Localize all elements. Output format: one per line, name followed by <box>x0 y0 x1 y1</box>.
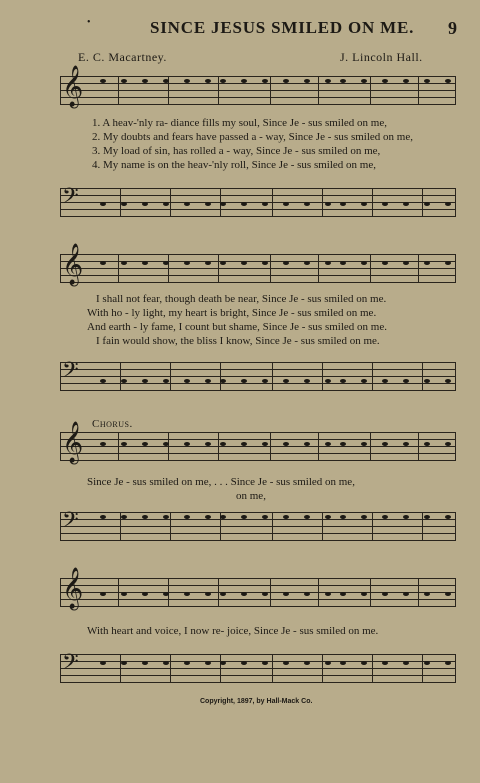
note-head <box>163 379 169 383</box>
note-head <box>220 661 226 665</box>
bar-line <box>418 254 419 283</box>
note-head <box>262 261 268 265</box>
bar-line <box>455 188 456 217</box>
note-head <box>142 202 148 206</box>
note-head <box>184 592 190 596</box>
note-head <box>304 379 310 383</box>
bar-line <box>220 362 221 391</box>
bar-line <box>418 76 419 105</box>
bar-line <box>372 512 373 541</box>
note-head <box>241 79 247 83</box>
note-head <box>445 661 451 665</box>
staff-line <box>60 104 456 105</box>
bar-line <box>60 362 61 391</box>
note-head <box>382 661 388 665</box>
verse2-line1: 2. My doubts and fears have passed a - way, Since Je - sus smiled on me, <box>92 131 413 143</box>
note-head <box>445 515 451 519</box>
note-head <box>163 202 169 206</box>
note-head <box>121 379 127 383</box>
note-head <box>142 261 148 265</box>
staff-line <box>60 261 456 262</box>
note-head <box>205 202 211 206</box>
note-head <box>403 79 409 83</box>
bar-line <box>455 362 456 391</box>
bar-line <box>322 188 323 217</box>
note-head <box>403 261 409 265</box>
note-head <box>283 442 289 446</box>
staff-system4-treble <box>60 568 456 609</box>
note-head <box>424 79 430 83</box>
note-head <box>340 661 346 665</box>
note-head <box>121 661 127 665</box>
staff-line <box>60 282 456 283</box>
note-head <box>121 592 127 596</box>
note-head <box>424 379 430 383</box>
bar-line <box>60 578 61 607</box>
note-head <box>382 592 388 596</box>
note-head <box>121 261 127 265</box>
hymn-title: SINCE JESUS SMILED ON ME. <box>150 18 415 37</box>
staff-line <box>60 275 456 276</box>
note-head <box>184 261 190 265</box>
bar-line <box>455 76 456 105</box>
staff-system1-treble <box>60 66 456 107</box>
note-head <box>184 515 190 519</box>
bar-line <box>60 512 61 541</box>
note-head <box>382 515 388 519</box>
note-head <box>340 79 346 83</box>
note-head <box>184 79 190 83</box>
note-head <box>283 202 289 206</box>
bass-clef-icon: 𝄢 <box>62 508 79 538</box>
bar-line <box>60 76 61 105</box>
verse4-line1: 4. My name is on the heav-'nly roll, Since Je - sus smiled on me, <box>92 159 376 171</box>
note-head <box>325 515 331 519</box>
note-head <box>262 661 268 665</box>
bass-clef-icon: 𝄢 <box>62 358 79 388</box>
note-head <box>283 379 289 383</box>
note-head <box>304 202 310 206</box>
note-head <box>304 592 310 596</box>
note-head <box>205 379 211 383</box>
note-head <box>403 379 409 383</box>
note-head <box>361 202 367 206</box>
bar-line <box>272 188 273 217</box>
note-head <box>121 202 127 206</box>
note-head <box>424 661 430 665</box>
bar-line <box>272 362 273 391</box>
note-head <box>445 592 451 596</box>
note-head <box>205 661 211 665</box>
staff-line <box>60 97 456 98</box>
note-head <box>184 442 190 446</box>
note-head <box>163 261 169 265</box>
bar-line <box>170 188 171 217</box>
treble-clef-icon: 𝄞 <box>62 422 84 463</box>
note-head <box>424 202 430 206</box>
bar-line <box>322 512 323 541</box>
note-head <box>220 379 226 383</box>
staff-line <box>60 460 456 461</box>
note-head <box>262 515 268 519</box>
bar-line <box>418 432 419 461</box>
note-head <box>262 79 268 83</box>
bar-line <box>120 362 121 391</box>
note-head <box>403 661 409 665</box>
treble-clef-icon: 𝄞 <box>62 66 84 107</box>
note-head <box>184 661 190 665</box>
note-head <box>205 442 211 446</box>
note-head <box>262 379 268 383</box>
note-head <box>100 261 106 265</box>
note-head <box>262 442 268 446</box>
bar-line <box>370 76 371 105</box>
note-head <box>361 379 367 383</box>
bar-line <box>455 578 456 607</box>
staff-line <box>60 453 456 454</box>
note-head <box>241 202 247 206</box>
staff-system1-bass <box>60 184 456 216</box>
bar-line <box>120 654 121 683</box>
note-head <box>361 442 367 446</box>
note-head <box>424 592 430 596</box>
bar-line <box>220 654 221 683</box>
note-head <box>445 379 451 383</box>
note-head <box>283 592 289 596</box>
note-head <box>304 661 310 665</box>
note-head <box>361 261 367 265</box>
bar-line <box>455 254 456 283</box>
page-number: 9 <box>448 18 457 38</box>
note-head <box>220 79 226 83</box>
bar-line <box>370 578 371 607</box>
bar-line <box>318 76 319 105</box>
verse3-line1: 3. My load of sin, has rolled a - way, Since Je - sus smiled on me, <box>92 145 381 157</box>
note-head <box>142 592 148 596</box>
note-head <box>304 79 310 83</box>
note-head <box>382 261 388 265</box>
note-head <box>340 442 346 446</box>
note-head <box>382 379 388 383</box>
note-head <box>382 442 388 446</box>
bar-line <box>270 432 271 461</box>
note-head <box>241 515 247 519</box>
bar-line <box>322 362 323 391</box>
ink-dot: • <box>87 17 91 28</box>
bar-line <box>168 432 169 461</box>
note-head <box>163 515 169 519</box>
staff-line <box>60 268 456 269</box>
bar-line <box>218 76 219 105</box>
bar-line <box>118 76 119 105</box>
chorus-label: Chorus. <box>92 418 133 430</box>
note-head <box>241 442 247 446</box>
note-head <box>100 592 106 596</box>
verse2-line2: With ho - ly light, my heart is bright, Since Je - sus smiled on me. <box>87 307 377 319</box>
note-head <box>445 261 451 265</box>
bar-line <box>372 188 373 217</box>
note-head <box>100 202 106 206</box>
staff-system2-bass <box>60 358 456 390</box>
bar-line <box>422 654 423 683</box>
note-head <box>100 515 106 519</box>
bar-line <box>170 362 171 391</box>
staff-line <box>60 599 456 600</box>
note-head <box>205 79 211 83</box>
treble-clef-icon: 𝄞 <box>62 568 84 609</box>
bar-line <box>218 254 219 283</box>
note-head <box>424 515 430 519</box>
staff-line <box>60 592 456 593</box>
bar-line <box>168 254 169 283</box>
note-head <box>361 515 367 519</box>
note-head <box>142 379 148 383</box>
bar-line <box>318 254 319 283</box>
bar-line <box>318 578 319 607</box>
bar-line <box>322 654 323 683</box>
note-head <box>283 515 289 519</box>
note-head <box>325 442 331 446</box>
chorus-line2: With heart and voice, I now re- joice, Since Je - sus smiled on me. <box>87 625 379 637</box>
note-head <box>325 79 331 83</box>
verse1-line1: 1. A heav-'nly ra- diance fills my soul, Since Je - sus smiled on me, <box>92 117 387 129</box>
bar-line <box>270 578 271 607</box>
note-head <box>142 79 148 83</box>
bar-line <box>272 512 273 541</box>
note-head <box>283 79 289 83</box>
note-head <box>325 202 331 206</box>
lyricist-credit: E. C. Macartney. <box>78 50 167 64</box>
note-head <box>142 442 148 446</box>
staff-line <box>60 254 456 255</box>
staff-system3-bass <box>60 508 456 540</box>
note-head <box>163 661 169 665</box>
note-head <box>121 79 127 83</box>
staff-line <box>60 76 456 77</box>
bar-line <box>60 432 61 461</box>
note-head <box>205 261 211 265</box>
note-head <box>382 79 388 83</box>
note-head <box>283 661 289 665</box>
bar-line <box>60 188 61 217</box>
bar-line <box>370 254 371 283</box>
note-head <box>325 261 331 265</box>
chorus-line1-echo: on me, <box>236 490 266 502</box>
bar-line <box>455 432 456 461</box>
staff-line <box>60 439 456 440</box>
note-head <box>325 592 331 596</box>
bar-line <box>372 654 373 683</box>
note-head <box>304 515 310 519</box>
staff-system4-bass <box>60 650 456 682</box>
bar-line <box>418 578 419 607</box>
note-head <box>163 442 169 446</box>
note-head <box>163 79 169 83</box>
staff-line <box>60 585 456 586</box>
note-head <box>142 515 148 519</box>
bass-clef-icon: 𝄢 <box>62 184 79 214</box>
verse4-line2: I fain would show, the bliss I know, Since Je - sus smiled on me. <box>96 335 380 347</box>
verse1-line2: I shall not fear, though death be near, Since Je - sus smiled on me. <box>96 293 387 305</box>
note-head <box>340 515 346 519</box>
note-head <box>220 261 226 265</box>
bar-line <box>318 432 319 461</box>
bar-line <box>422 512 423 541</box>
bar-line <box>218 432 219 461</box>
note-head <box>121 442 127 446</box>
copyright-notice: Copyright, 1897, by Hall-Mack Co. <box>200 698 313 705</box>
verse3-line2: And earth - ly fame, I count but shame, Since Je - sus smiled on me. <box>87 321 387 333</box>
staff-system2-treble <box>60 244 456 285</box>
bar-line <box>170 654 171 683</box>
note-head <box>445 442 451 446</box>
staff-line <box>60 446 456 447</box>
note-head <box>205 515 211 519</box>
note-head <box>325 661 331 665</box>
note-head <box>100 442 106 446</box>
note-head <box>304 442 310 446</box>
note-head <box>184 379 190 383</box>
bar-line <box>170 512 171 541</box>
note-head <box>220 202 226 206</box>
bar-line <box>118 254 119 283</box>
bar-line <box>370 432 371 461</box>
note-head <box>403 515 409 519</box>
staff-line <box>60 432 456 433</box>
bar-line <box>422 188 423 217</box>
bar-line <box>270 76 271 105</box>
note-head <box>325 379 331 383</box>
bar-line <box>118 578 119 607</box>
treble-clef-icon: 𝄞 <box>62 244 84 285</box>
note-head <box>205 592 211 596</box>
note-head <box>340 379 346 383</box>
note-head <box>283 261 289 265</box>
note-head <box>403 442 409 446</box>
note-head <box>361 79 367 83</box>
bar-line <box>60 254 61 283</box>
bar-line <box>455 512 456 541</box>
note-head <box>382 202 388 206</box>
note-head <box>220 515 226 519</box>
note-head <box>241 379 247 383</box>
note-head <box>121 515 127 519</box>
note-head <box>100 661 106 665</box>
note-head <box>100 379 106 383</box>
bar-line <box>118 432 119 461</box>
note-head <box>445 79 451 83</box>
note-head <box>340 261 346 265</box>
note-head <box>304 261 310 265</box>
bass-clef-icon: 𝄢 <box>62 650 79 680</box>
bar-line <box>422 362 423 391</box>
bar-line <box>218 578 219 607</box>
note-head <box>163 592 169 596</box>
note-head <box>403 202 409 206</box>
note-head <box>361 661 367 665</box>
bar-line <box>455 654 456 683</box>
bar-line <box>60 654 61 683</box>
chorus-line1: Since Je - sus smiled on me, . . . Since Je - sus smiled on me, <box>87 476 355 488</box>
staff-line <box>60 90 456 91</box>
note-head <box>424 442 430 446</box>
note-head <box>184 202 190 206</box>
note-head <box>142 661 148 665</box>
note-head <box>361 592 367 596</box>
note-head <box>241 661 247 665</box>
note-head <box>262 202 268 206</box>
note-head <box>220 442 226 446</box>
note-head <box>445 202 451 206</box>
staff-line <box>60 578 456 579</box>
bar-line <box>272 654 273 683</box>
composer-credit: J. Lincoln Hall. <box>340 50 423 64</box>
note-head <box>403 592 409 596</box>
staff-line <box>60 83 456 84</box>
note-head <box>340 592 346 596</box>
bar-line <box>372 362 373 391</box>
note-head <box>220 592 226 596</box>
note-head <box>424 261 430 265</box>
note-head <box>100 79 106 83</box>
note-head <box>241 592 247 596</box>
bar-line <box>270 254 271 283</box>
staff-line <box>60 606 456 607</box>
note-head <box>340 202 346 206</box>
note-head <box>262 592 268 596</box>
note-head <box>241 261 247 265</box>
